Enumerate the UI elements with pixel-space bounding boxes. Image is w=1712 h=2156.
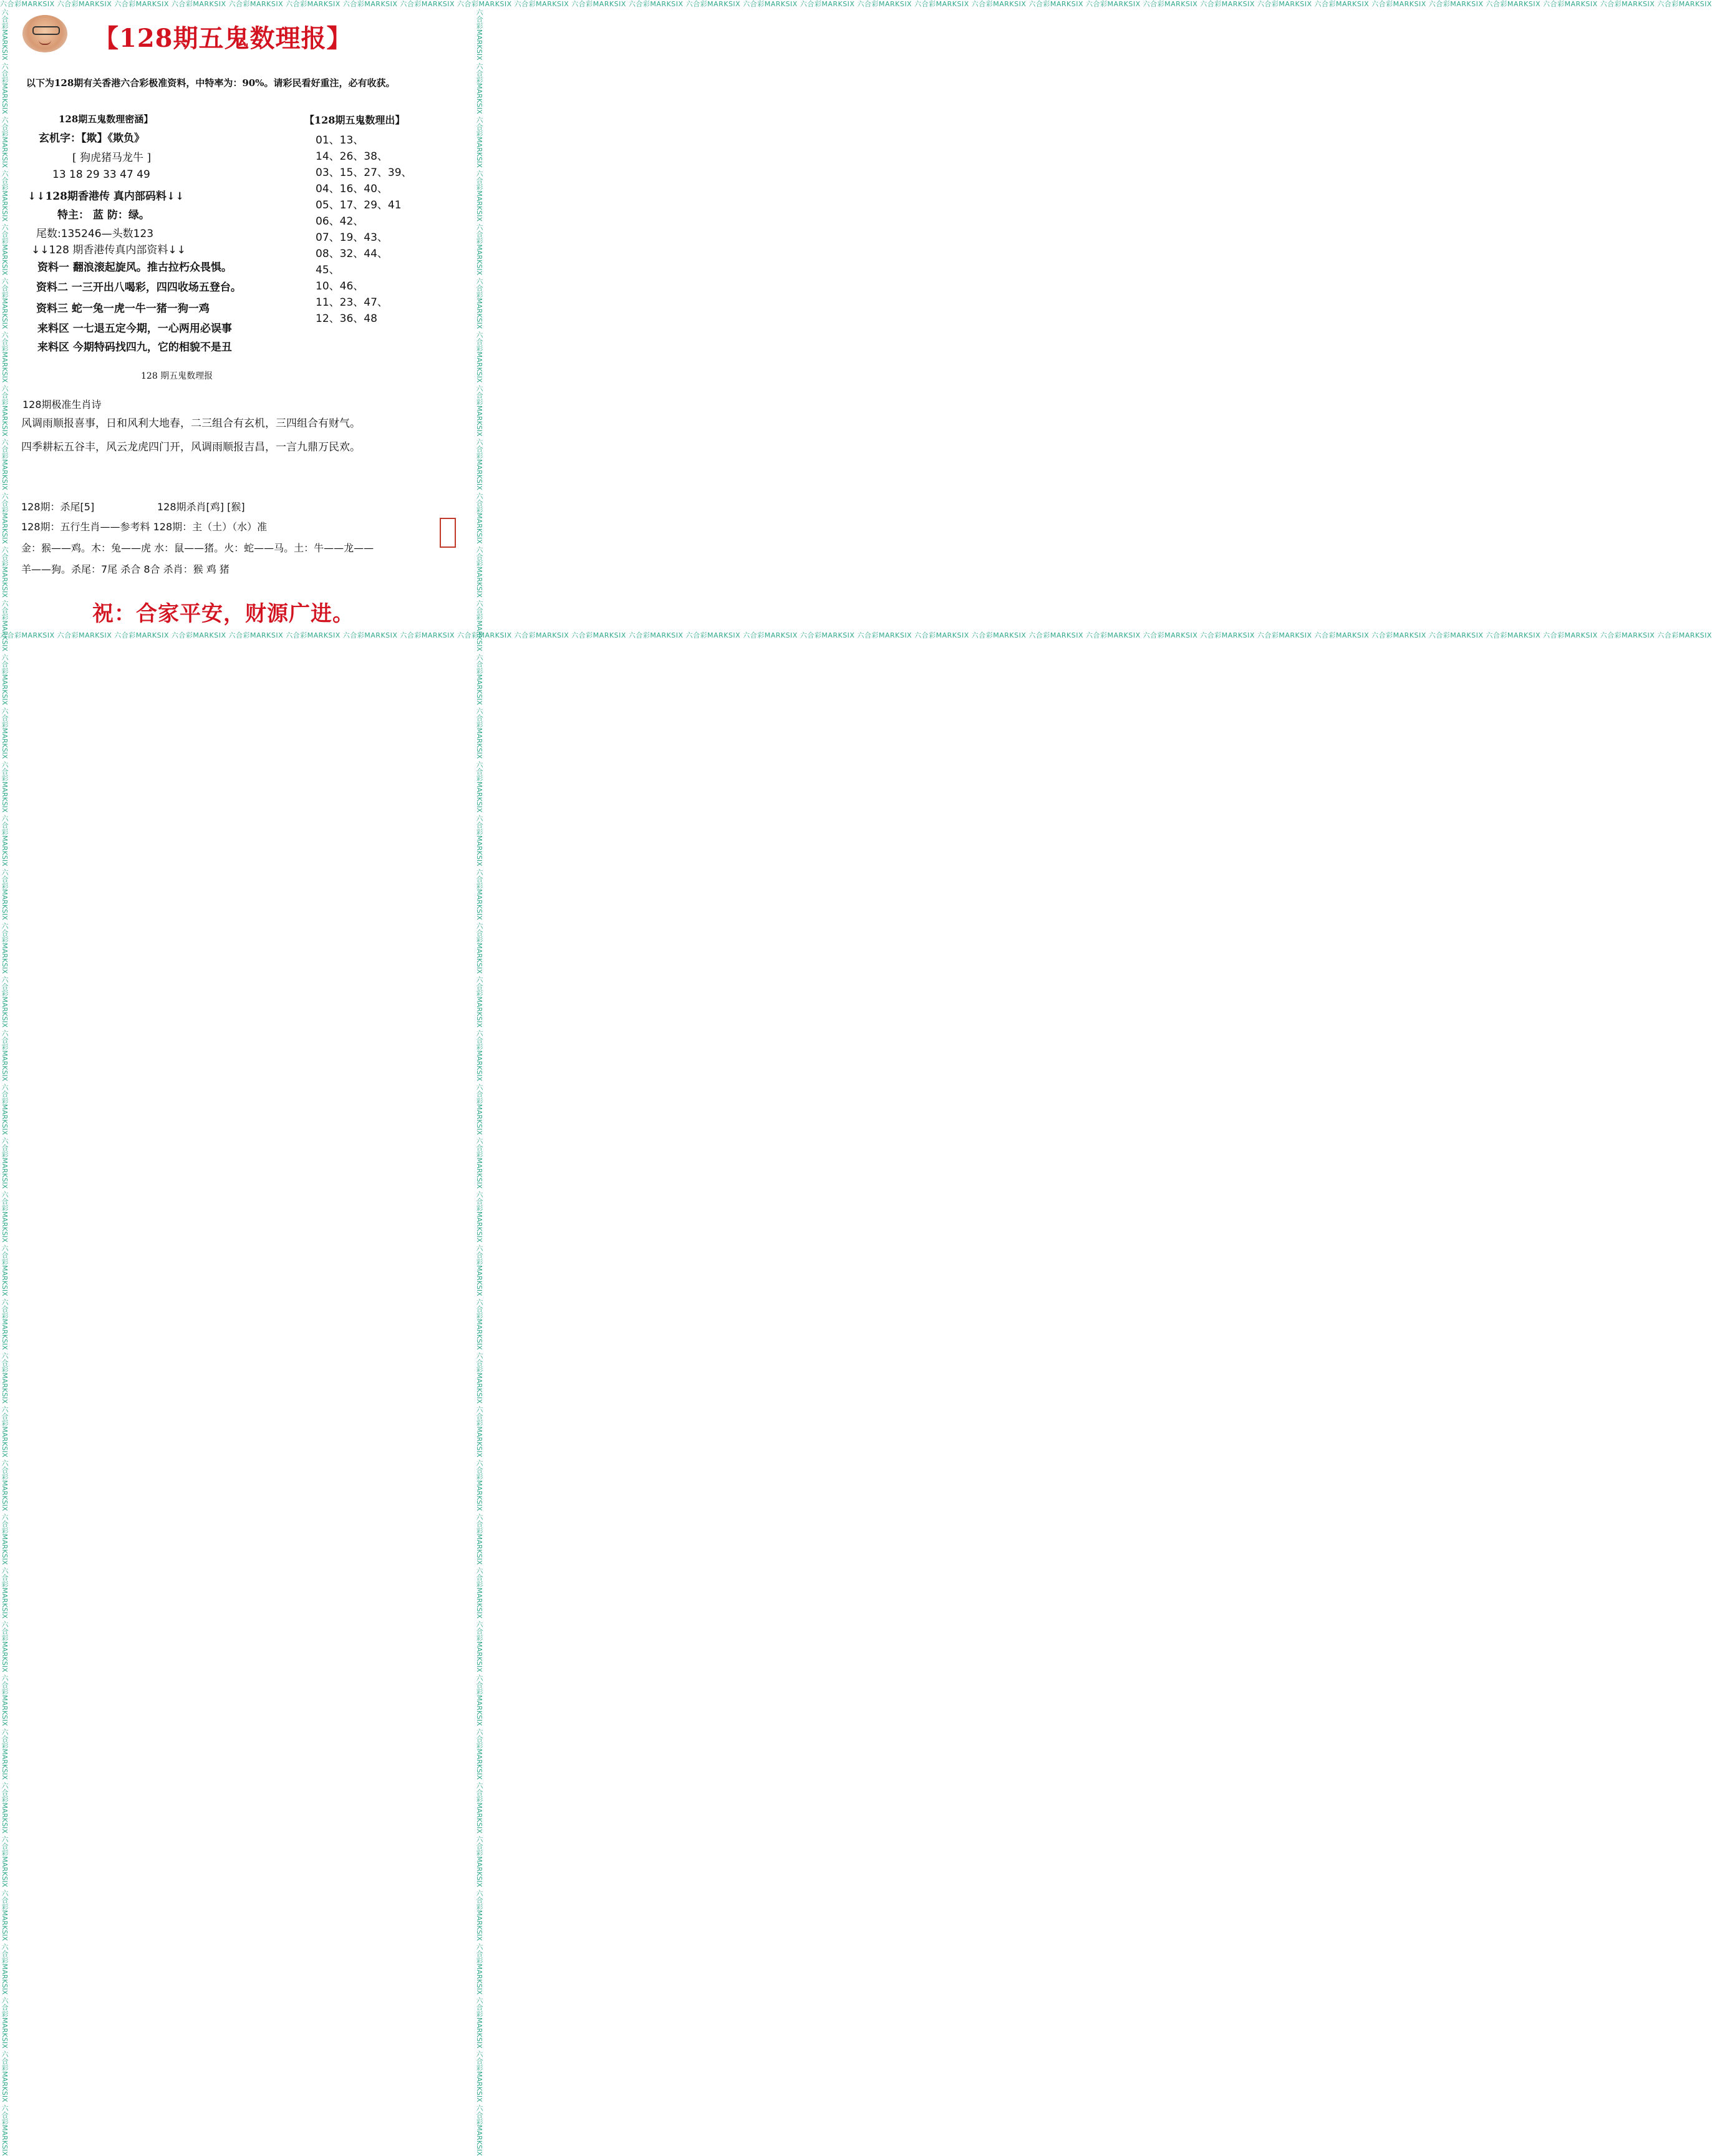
number-row: 14、26、38、	[316, 150, 388, 163]
number-row: 03、15、27、39、	[316, 167, 412, 179]
blessing-text: 祝：合家平安，财源广进。	[92, 601, 354, 626]
insider-line-1: ↓↓128期香港传 真内部码料↓↓	[27, 190, 185, 203]
right-heading: 【128期五鬼数理出】	[304, 114, 405, 126]
bottom-watermark-border: 六合彩MARKSIX 六合彩MARKSIX 六合彩MARKSIX 六合彩MARKSIX 六合彩MARKSIX 六合彩MARKSIX 六合彩MARKSIX 六合彩MARKSIX 六合彩MARKSIX 六合彩MARKSIX 六合彩MARKSIX 六合彩MARKSIX 六合彩MARKSIX 六合彩MARKSIX 六合彩MARKSIX 六合彩MARKSIX 六合彩MARKSIX 六合彩MARKSIX 六合彩MARKSIX 六合彩MARKSIX 六合彩MARKSIX 六合彩MARKSIX 六合彩MARKSIX 六合彩MARKSIX 六合彩MARKSIX 六合彩MARKSIX 六合彩MARKSIX 六合彩MARKSIX 六合彩MARKSIX 六合彩MARKSIX	[0, 631, 1712, 639]
intro-text: 以下为128期有关香港六合彩极准资料，中特率为：90%。请彩民看好重注，必有收获。	[26, 77, 395, 89]
number-row: 06、42、	[316, 215, 364, 228]
five-elements-line: 128期：五行生肖——参考料 128期：主（土）（水）准	[21, 521, 268, 533]
kill-zodiac-line: 128期杀肖[鸡] [猴]	[157, 501, 245, 513]
glasses-shape	[32, 26, 60, 35]
section-subtitle: 128 期五鬼数理报	[141, 371, 213, 381]
elements-line-2: 羊——狗。杀尾：7尾 杀合 8合 杀肖：猴 鸡 猪	[21, 563, 230, 575]
portrait-avatar	[22, 15, 67, 52]
number-row: 10、46、	[316, 280, 364, 293]
data-line-1: 资料一 翻浪滚起旋风。推古拉朽众畏惧。	[37, 261, 232, 274]
kill-tail-line: 128期：杀尾[5]	[21, 501, 95, 513]
number-row: 07、19、43、	[316, 231, 388, 244]
poem-line-1: 风调雨顺报喜事，日和风利大地春，二三组合有玄机，三四组合有财气。	[21, 417, 360, 430]
number-row: 01、13、	[316, 134, 364, 147]
number-row: 45、	[316, 264, 340, 276]
source-line-2: 来料区 今期特码找四九，它的相貌不是丑	[37, 341, 232, 354]
data-line-2: 资料二 一三开出八喝彩，四四收场五登台。	[36, 281, 241, 294]
page-title: 【128期五鬼数理报】	[94, 24, 352, 53]
zodiac-line: [ 狗虎猪马龙牛 ]	[72, 152, 152, 164]
data-line-3: 资料三 蛇一兔一虎一牛一猪一狗一鸡	[36, 303, 210, 315]
right-watermark-border: 六合彩MARKSIX 六合彩MARKSIX 六合彩MARKSIX 六合彩MARKSIX 六合彩MARKSIX 六合彩MARKSIX 六合彩MARKSIX 六合彩MARKSIX 六合彩MARKSIX 六合彩MARKSIX 六合彩MARKSIX 六合彩MARKSIX 六合彩MARKSIX 六合彩MARKSIX 六合彩MARKSIX 六合彩MARKSIX 六合彩MARKSIX 六合彩MARKSIX 六合彩MARKSIX 六合彩MARKSIX 六合彩MARKSIX 六合彩MARKSIX 六合彩MARKSIX 六合彩MARKSIX 六合彩MARKSIX 六合彩MARKSIX 六合彩MARKSIX 六合彩MARKSIX 六合彩MARKSIX 六合彩MARKSIX 六合彩MARKSIX 六合彩MARKSIX 六合彩MARKSIX 六合彩MARKSIX 六合彩MARKSIX 六合彩MARKSIX 六合彩MARKSIX 六合彩MARKSIX 六合彩MARKSIX 六合彩MARKSIX	[475, 9, 483, 2156]
number-row: 08、32、44、	[316, 248, 388, 260]
colors-line: 特主： 蓝 防：绿。	[57, 209, 150, 221]
riddle-line: 玄机字：【欺】《欺负》	[39, 132, 145, 145]
top-watermark-border: 六合彩MARKSIX 六合彩MARKSIX 六合彩MARKSIX 六合彩MARKSIX 六合彩MARKSIX 六合彩MARKSIX 六合彩MARKSIX 六合彩MARKSIX 六合彩MARKSIX 六合彩MARKSIX 六合彩MARKSIX 六合彩MARKSIX 六合彩MARKSIX 六合彩MARKSIX 六合彩MARKSIX 六合彩MARKSIX 六合彩MARKSIX 六合彩MARKSIX 六合彩MARKSIX 六合彩MARKSIX 六合彩MARKSIX 六合彩MARKSIX 六合彩MARKSIX 六合彩MARKSIX 六合彩MARKSIX 六合彩MARKSIX 六合彩MARKSIX 六合彩MARKSIX 六合彩MARKSIX 六合彩MARKSIX	[0, 0, 1712, 8]
number-row: 05、17、29、41	[316, 199, 402, 211]
number-row: 12、36、48	[316, 313, 377, 325]
left-heading: 128期五鬼数理密涵】	[59, 114, 153, 125]
mouth-shape	[39, 40, 51, 45]
insider-line-2: ↓↓128 期香港传真内部资料↓↓	[31, 244, 186, 256]
numbers-line: 13 18 29 33 47 49	[52, 168, 150, 181]
number-row: 04、16、40、	[316, 183, 388, 195]
red-seal-stamp	[440, 518, 456, 548]
elements-line-1: 金：猴——鸡。木：兔——虎 水：鼠——猪。火：蛇——马。土：牛——龙——	[21, 542, 374, 554]
source-line-1: 来料区 一七退五定今期，一心两用必误事	[37, 323, 232, 335]
left-watermark-border: 六合彩MARKSIX 六合彩MARKSIX 六合彩MARKSIX 六合彩MARKSIX 六合彩MARKSIX 六合彩MARKSIX 六合彩MARKSIX 六合彩MARKSIX 六合彩MARKSIX 六合彩MARKSIX 六合彩MARKSIX 六合彩MARKSIX 六合彩MARKSIX 六合彩MARKSIX 六合彩MARKSIX 六合彩MARKSIX 六合彩MARKSIX 六合彩MARKSIX 六合彩MARKSIX 六合彩MARKSIX 六合彩MARKSIX 六合彩MARKSIX 六合彩MARKSIX 六合彩MARKSIX 六合彩MARKSIX 六合彩MARKSIX 六合彩MARKSIX 六合彩MARKSIX 六合彩MARKSIX 六合彩MARKSIX 六合彩MARKSIX 六合彩MARKSIX 六合彩MARKSIX 六合彩MARKSIX 六合彩MARKSIX 六合彩MARKSIX 六合彩MARKSIX 六合彩MARKSIX 六合彩MARKSIX 六合彩MARKSIX	[1, 9, 9, 2156]
poem-line-2: 四季耕耘五谷丰，风云龙虎四门开，风调雨顺报吉昌，一言九鼎万民欢。	[21, 441, 360, 454]
tails-line: 尾数:135246—头数123	[36, 228, 154, 240]
number-row: 11、23、47、	[316, 296, 388, 309]
poem-title: 128期极准生肖诗	[22, 399, 102, 410]
